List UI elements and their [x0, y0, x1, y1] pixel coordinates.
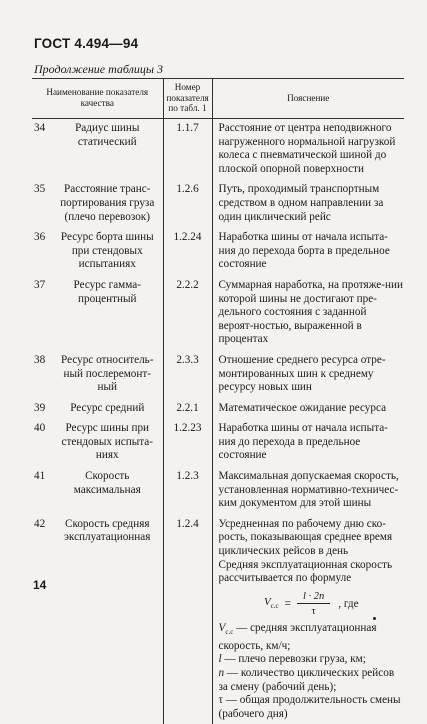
row-code: 2.2.1	[163, 398, 212, 419]
quality-indicators-table	[32, 78, 404, 724]
row-explanation: Расстояние от центра неподвижного нагруженного нормальной нагрузкой колеса с пневматической шиной до плоской опорной поверхности	[218, 122, 396, 175]
row-explanation: Путь, проходимый транспортным средством в одном направлении за один циклический рейс	[218, 183, 384, 223]
row-explanation: Отношение среднего ресурса отре-монтированных шин к среднему ресурсу новых шин	[218, 353, 386, 394]
row-number: 42	[34, 517, 46, 530]
row-number: 39	[34, 401, 46, 414]
row-name: Радиус шины статический	[75, 122, 140, 148]
row-explanation: Математическое ожидание ресурса	[218, 401, 387, 414]
row-number: 36	[34, 231, 46, 244]
row-number: 40	[34, 422, 46, 435]
formula-legend-item: $V_{с.с}$ — средняя эксплуатационная скорость, км/ч;	[218, 622, 377, 652]
row-code: 1.2.3	[163, 466, 212, 514]
column-header-code: Номер показателя по табл. 1	[163, 79, 212, 119]
row-number: 34	[34, 122, 46, 134]
row-number: 35	[34, 183, 46, 196]
row-name: Ресурс относитель-ный послеремонт-ный	[61, 353, 154, 394]
formula-legend-item: l — плечо перевозки груза, км;	[218, 653, 366, 666]
row-code: 1.2.24	[163, 227, 212, 275]
column-header-name: Наименование показателя качества	[32, 79, 163, 119]
table-continuation-caption: Продолжение таблицы 3	[34, 62, 164, 76]
row-name: Ресурс борта шины при стендовых испытаниях	[60, 231, 154, 271]
formula-intro: Средняя эксплуатационная скорость рассчитывается по формуле	[218, 558, 393, 585]
row-code: 1.2.23	[163, 418, 212, 466]
row-explanation: Максимальная допускаемая скорость, установленная нормативно-техничес-ким документом для этой шины	[218, 470, 399, 510]
row-name: Скорость средняя эксплуатационная	[64, 517, 151, 544]
table-row	[32, 275, 404, 350]
row-code: 1.2.6	[163, 179, 212, 227]
row-code: 1.1.7	[163, 119, 212, 180]
formula-fraction	[297, 590, 330, 619]
table-row	[32, 179, 404, 227]
table-row	[32, 119, 404, 180]
row-explanation: Суммарная наработка, на протяже-нии которой шины не достигают пре-дельного состояния с заданной вероят-ностью, выраженной в процентах	[218, 278, 403, 346]
table-row	[32, 350, 404, 398]
formula-tail: , где	[338, 597, 359, 610]
page-number: 14	[33, 578, 47, 592]
scan-speck	[373, 617, 376, 620]
row-number: 41	[34, 470, 46, 483]
table-header-row	[32, 79, 404, 119]
row-explanation: Наработка шины от начала испыта-ния до перехода в предельное состояние	[218, 422, 388, 462]
row-name: Ресурс шины при стендовых испыта-ниях	[61, 422, 153, 462]
table-row	[32, 466, 404, 514]
row-name: Ресурс средний	[70, 401, 145, 414]
average-speed-formula	[219, 590, 405, 619]
row-name: Скорость максимальная	[73, 470, 141, 496]
formula-legend-item: n — количество циклических рейсов за смену (рабочий день);	[218, 667, 395, 693]
formula-legend-item: τ — общая продолжительность смены (рабочего дня)	[218, 694, 401, 720]
row-number: 37	[34, 278, 46, 291]
formula-denominator: τ	[311, 606, 316, 618]
row-explanation: Наработка шины от начала испыта-ния до перехода борта в предельное состояние	[218, 231, 390, 271]
formula-numerator: l · 2n	[297, 590, 330, 605]
row-number: 38	[34, 353, 46, 366]
table-row	[32, 227, 404, 275]
row-code: 2.2.2	[163, 275, 212, 350]
row-name: Расстояние транс-портирования груза (плечо перевозок)	[60, 183, 155, 223]
table-row	[32, 398, 404, 419]
formula-equals: =	[284, 597, 291, 610]
row-code: 1.2.4	[163, 514, 212, 724]
row-code: 2.3.3	[163, 350, 212, 398]
table-row	[32, 418, 404, 466]
row-name: Ресурс гамма-процентный	[73, 278, 141, 305]
row-explanation-text: Усредненная по рабочему дню ско-рость, показывающая среднее время циклических рейсов в день	[218, 517, 393, 558]
formula-lhs: $V_{с.с}$	[263, 595, 279, 610]
table-row	[32, 514, 404, 724]
column-header-explanation: Пояснение	[212, 79, 404, 119]
document-title: ГОСТ 4.494—94	[34, 36, 139, 51]
